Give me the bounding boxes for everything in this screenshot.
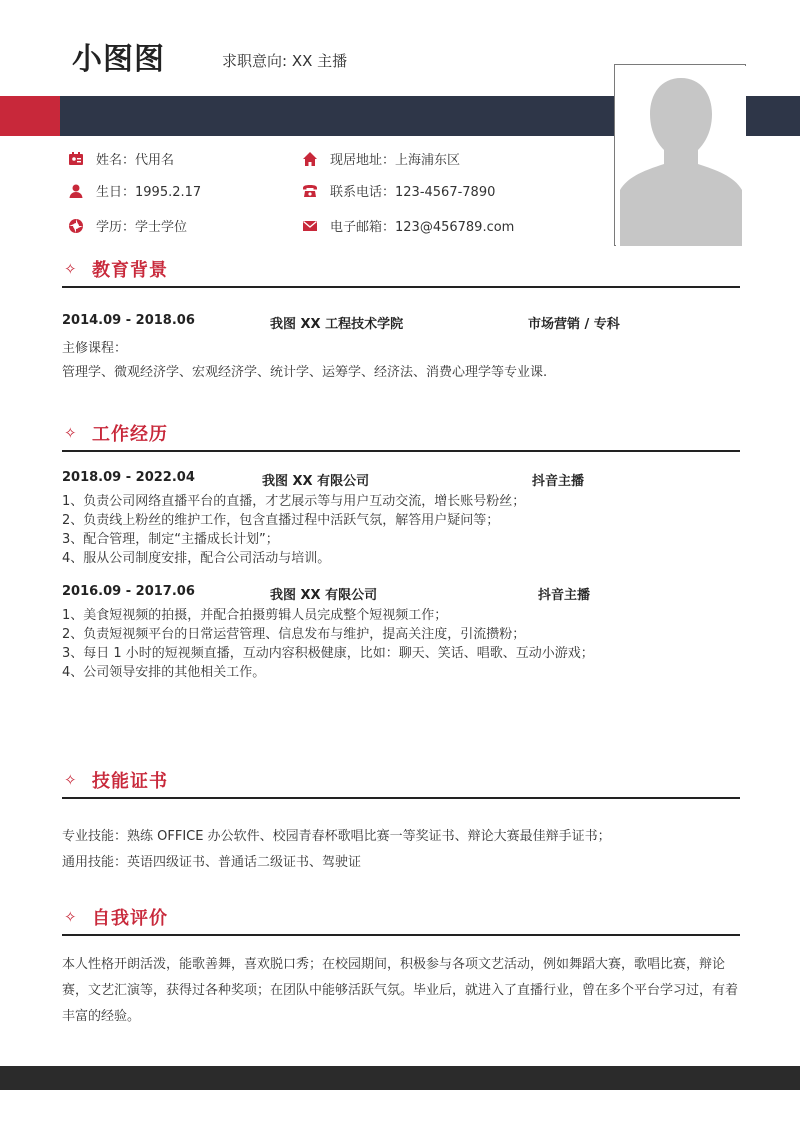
info-education bbox=[68, 216, 187, 235]
job-2-item: 4、公司领导安排的其他相关工作。 bbox=[62, 665, 266, 680]
id-card-icon bbox=[68, 151, 84, 167]
section-work-header bbox=[62, 424, 740, 452]
person-silhouette-icon bbox=[616, 66, 746, 246]
info-email-text: 电子邮箱：123@456789.com bbox=[330, 220, 515, 235]
skills-general: 通用技能：英语四级证书、普通话二级证书、驾驶证 bbox=[62, 855, 362, 870]
skills-professional: 专业技能：熟练 OFFICE 办公软件、校园青春杯歌唱比赛一等奖证书、辩论大赛最佳辩手证书； bbox=[62, 829, 611, 844]
section-self-header bbox=[62, 908, 740, 936]
education-icon bbox=[68, 218, 84, 234]
info-email bbox=[302, 216, 514, 235]
education-courses: 管理学、微观经济学、宏观经济学、统计学、运筹学、经济法、消费心理学等专业课. bbox=[62, 365, 548, 380]
job-2-company: 我图 XX 有限公司 bbox=[270, 588, 378, 603]
job-1-item: 4、服从公司制度安排，配合公司活动与培训。 bbox=[62, 551, 331, 566]
sparkle-icon: ✧ bbox=[64, 260, 77, 278]
info-birthday-text: 生日：1995.2.17 bbox=[96, 185, 202, 200]
info-phone bbox=[302, 181, 495, 200]
mail-icon bbox=[302, 218, 318, 234]
job-1-role: 抖音主播 bbox=[532, 474, 585, 489]
section-education-header bbox=[62, 260, 740, 288]
education-major: 市场营销 / 专科 bbox=[528, 317, 620, 332]
self-evaluation-text: 本人性格开朗活泼，能歌善舞，喜欢脱口秀；在校园期间，积极参与各项文艺活动，例如舞蹈大赛，歌唱比赛，辩论赛，文艺汇演等，获得过各种奖项；在团队中能够活跃气氛。毕业后，就进入了直播行业，曾在多个平台学习过，有着丰富的经验。 bbox=[62, 957, 739, 1024]
job-1-item: 3、配合管理，制定“主播成长计划”； bbox=[62, 532, 279, 547]
job-2-item: 1、美食短视频的拍摄，并配合拍摄剪辑人员完成整个短视频工作； bbox=[62, 608, 448, 623]
education-courses-label: 主修课程： bbox=[62, 341, 128, 356]
section-work-title: 工作经历 bbox=[92, 424, 168, 445]
job-2-item: 2、负责短视频平台的日常运营管理、信息发布与维护，提高关注度，引流攒粉； bbox=[62, 627, 526, 642]
section-self-title: 自我评价 bbox=[92, 908, 168, 929]
job-1-date: 2018.09 - 2022.04 bbox=[62, 470, 195, 485]
job-2-date: 2016.09 - 2017.06 bbox=[62, 584, 195, 599]
info-birthday bbox=[68, 181, 201, 200]
job-1-company: 我图 XX 有限公司 bbox=[262, 474, 370, 489]
info-name bbox=[68, 149, 174, 168]
education-school: 我图 XX 工程技术学院 bbox=[270, 317, 404, 332]
profile-photo bbox=[614, 64, 746, 246]
candidate-name: 小图图 bbox=[72, 42, 165, 77]
info-name-text: 姓名：代用名 bbox=[96, 153, 175, 168]
section-skills-header bbox=[62, 771, 740, 799]
section-education-title: 教育背景 bbox=[92, 260, 168, 281]
job-2-role: 抖音主播 bbox=[538, 588, 591, 603]
info-address-text: 现居地址：上海浦东区 bbox=[330, 153, 461, 168]
education-date: 2014.09 - 2018.06 bbox=[62, 313, 195, 328]
sparkle-icon: ✧ bbox=[64, 908, 77, 926]
info-address bbox=[302, 149, 460, 168]
sparkle-icon: ✧ bbox=[64, 424, 77, 442]
header-accent-bar bbox=[0, 96, 60, 136]
sparkle-icon: ✧ bbox=[64, 771, 77, 789]
home-icon bbox=[302, 151, 318, 167]
person-icon bbox=[68, 183, 84, 199]
job-1-item: 2、负责线上粉丝的维护工作，包含直播过程中活跃气氛，解答用户疑问等； bbox=[62, 513, 500, 528]
info-education-text: 学历：学士学位 bbox=[96, 220, 188, 235]
phone-icon bbox=[302, 183, 318, 199]
footer-bar bbox=[0, 1066, 800, 1090]
info-phone-text: 联系电话：123-4567-7890 bbox=[330, 185, 496, 200]
job-1-item: 1、负责公司网络直播平台的直播，才艺展示等与用户互动交流，增长账号粉丝； bbox=[62, 494, 526, 509]
section-skills-title: 技能证书 bbox=[92, 771, 168, 792]
job-intent: 求职意向: XX 主播 bbox=[222, 52, 348, 70]
job-2-item: 3、每日 1 小时的短视频直播，互动内容积极健康，比如：聊天、笑话、唱歌、互动小游戏； bbox=[62, 646, 594, 661]
